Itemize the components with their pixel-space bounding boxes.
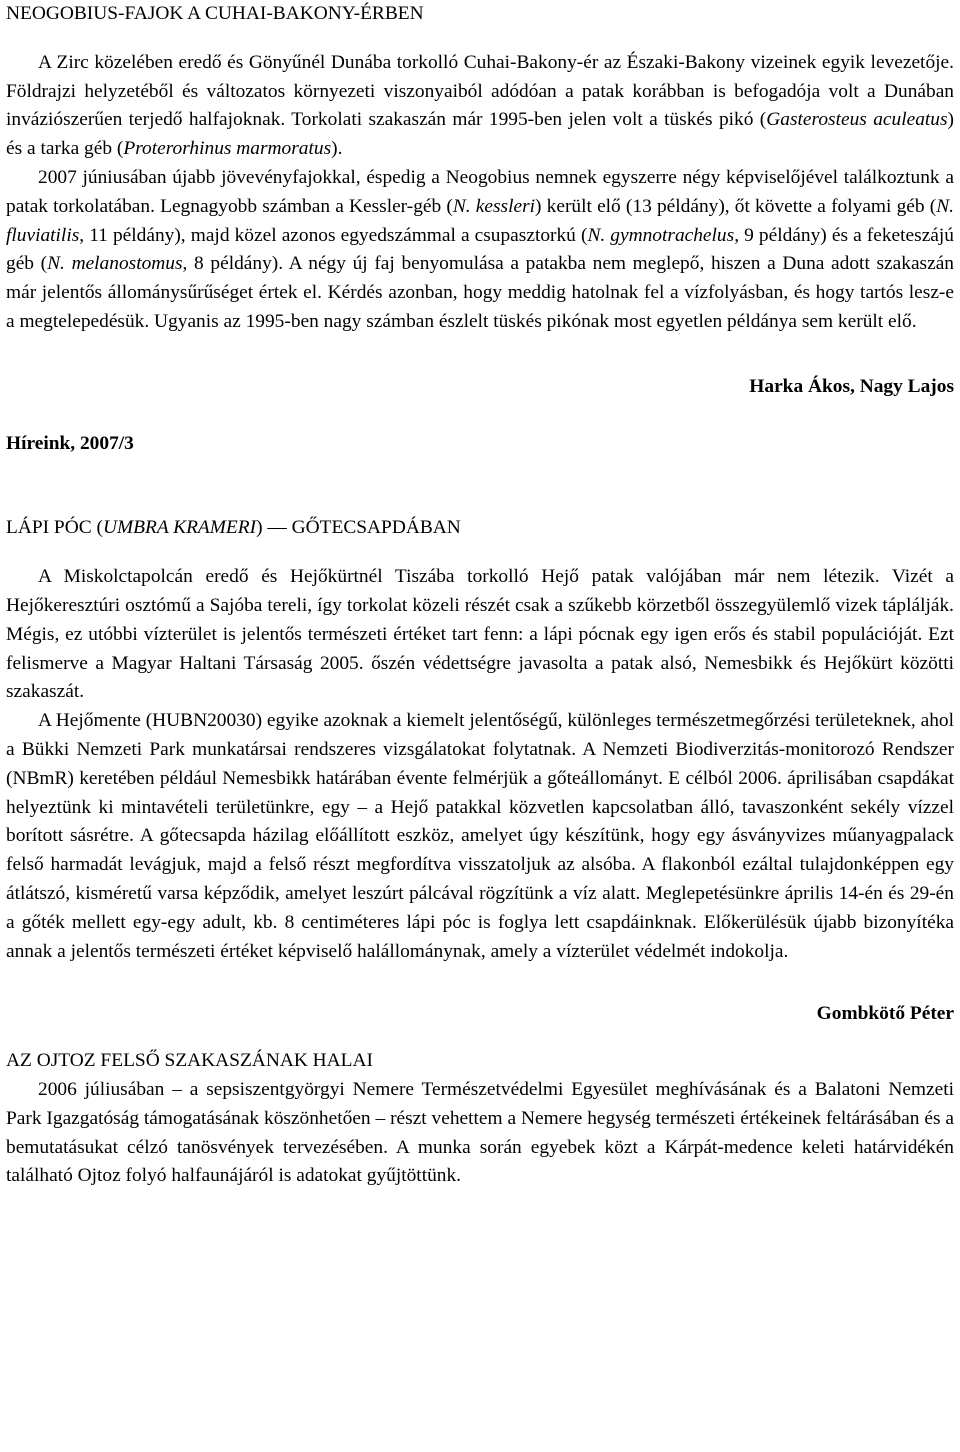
species-name: N. kessleri <box>452 195 536 217</box>
article-title-ojtoz: AZ OJTOZ FELSŐ SZAKASZÁNAK HALAI <box>6 1050 373 1072</box>
species-name: N. fluviatilis <box>6 195 954 246</box>
species-name: UMBRA KRAMERI <box>102 517 257 539</box>
paragraph: A Zirc közelében eredő és Gönyűnél Dunába torkolló Cuhai-Bakony-ér az Északi-Bakony vizeinek egyik levezetője. Földrajzi helyzetéből és változatos környezeti viszonyaiból adódóan a patak korábban is befogadója volt a Dunában inváziószerűen terjedő halfajoknak. Torkolati szakaszán már 1995-ben jelen volt a tüskés pikó (Gasterosteus aculeatus) és a tarka géb (Proterorhinus marmoratus). <box>6 51 954 160</box>
species-name: Gasterosteus aculeatus <box>766 109 948 131</box>
species-name: Proterorhinus marmoratus <box>123 138 332 160</box>
species-name: N. melanostomus <box>47 253 183 275</box>
paragraph: A Miskolctapolcán eredő és Hejőkürtnél Tiszába torkolló Hejő patak valójában már nem létezik. Vizét a Hejőkeresztúri osztómű a Sajóba tereli, így torkolat közeli részét csak a szűkebb körzetből összegyülemlő vizek táplálják. Mégis, ez utóbbi vízterület is jelentős természeti értéket tart fenn: a lápi pócnak egy igen erős és stabil populációját. Ezt felismerve a Magyar Haltani Társaság 2005. őszén védettségre javasolta a patak alsó, Nemesbikk és Hejőkürt közötti szakaszát. <box>6 566 954 703</box>
article-source: Híreink, 2007/3 <box>6 432 134 454</box>
paragraph: 2007 júniusában újabb jövevényfajokkal, éspedig a Neogobius nemnek egyszerre négy képviselőjével találkoztunk a patak torkolatában. Legnagyobb számban a Kessler-géb (N. kessleri) került elő (13 példány), őt követte a folyami géb (N. fluviatilis, 11 példány), majd közel azonos egyedszámmal a csupasztorkú (N. gymnotrachelus, 9 példány) és a feketeszájú géb (N. melanostomus, 8 példány). A négy új faj benyomulása a patakba nem meglepő, hiszen a Duna adott szakaszán már jelentős állománysűrűséget értek el. Kérdés azonban, hogy meddig hatolnak fel a vízfolyásban, és hogy tartós lesz-e a megtelepedésük. Ugyanis az 1995-ben nagy számban észlelt tüskés pikónak most egyetlen példánya sem került elő. <box>6 166 954 332</box>
paragraph: 2006 júliusában – a sepsiszentgyörgyi Nemere Természetvédelmi Egyesület meghívásának és a Balatoni Nemzeti Park Igazgatóság támogatásának köszönhetően – részt vehettem a Nemere hegység természeti értékeinek feltárásában és a bemutatásukat célzó tanösvények tervezésében. A munka során egyebek közt a Kárpát-medence keleti határvidékén található Ojtoz folyó halfaunájáról is adatokat gyűjtöttünk. <box>6 1078 954 1187</box>
paragraph: A Hejőmente (HUBN20030) egyike azoknak a kiemelt jelentőségű, különleges természetmegőrzési területeknek, ahol a Bükki Nemzeti Park munkatársai rendszeres vizsgálatokat folytatnak. A Nemzeti Biodiverzitás-monitorozó Rendszer (NBmR) keretében például Nemesbikk határában évente felmérjük a gőteállományt. E célból 2006. áprilisában csapdákat helyeztünk ki mintavételi területünkre, egy – a Hejő patakkal közvetlen kapcsolatban álló, tavaszonként sekély vízzel borított sásrétre. A gőtecsapda házilag előállított eszköz, amelyet úgy készítünk, hogy egy ásványvizes műanyagpalack felső harmadát levágjuk, majd a felső részt megfordítva visszatoljuk az alsóba. A flakonból ezáltal tulajdonképpen egy átlátszó, kisméretű varsa képződik, amelyet leszúrt pálcával rögzítünk a víz alatt. Meglepetésünkre április 14-én és 29-én a gőték mellett egy-egy adult, kb. 8 centiméteres lápi póc is foglya lett csapdáinknak. Előkerülésük újabb bizonyítéka annak a jelentős természeti értéket képviselő halállománynak, amely a vízterület védelmét indokolja. <box>6 710 954 962</box>
article-title-neogobius: NEOGOBIUS-FAJOK A CUHAI-BAKONY-ÉRBEN <box>6 3 424 24</box>
article-title-lapi-poc: LÁPI PÓC (UMBRA KRAMERI) — GŐTECSAPDÁBAN <box>6 517 461 539</box>
species-name: N. gymnotrachelus <box>587 224 735 246</box>
article-author: Harka Ákos, Nagy Lajos <box>749 375 954 397</box>
article-author: Gombkötő Péter <box>816 1003 954 1025</box>
